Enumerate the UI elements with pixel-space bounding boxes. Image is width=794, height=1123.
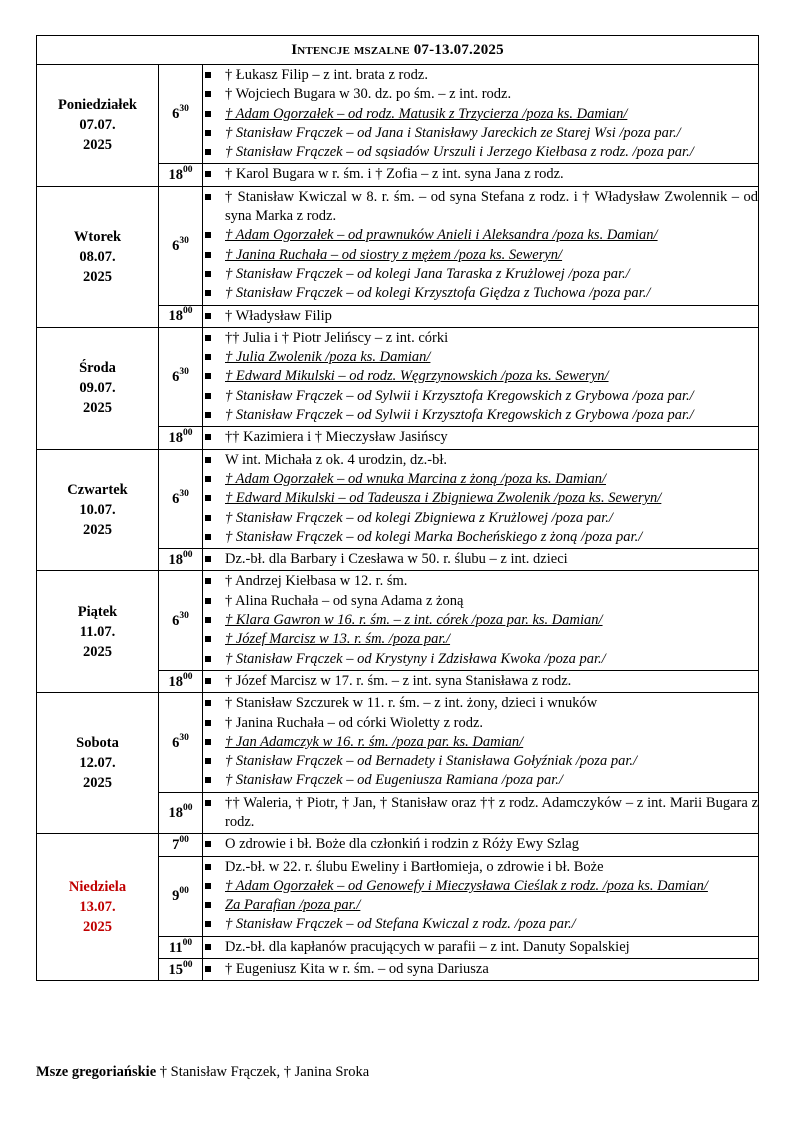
intentions-cell	[203, 959, 759, 981]
intention-item: † Stanisław Frączek – od Stefana Kwiczal z rodz. /poza par./	[203, 915, 758, 934]
day-slot-row	[37, 449, 759, 548]
page-title	[37, 36, 759, 65]
intentions-cell	[203, 186, 759, 305]
intentions-list	[203, 937, 758, 958]
intentions-cell	[203, 427, 759, 449]
mass-time	[159, 571, 203, 670]
intention-item: † Janina Ruchała – od siostry z mężem /poza ks. Seweryn/	[203, 246, 758, 265]
mass-minutes: 30	[179, 104, 189, 115]
intentions-list	[203, 427, 758, 448]
intention-item: †† Julia i † Piotr Jelińscy – z int. córki	[203, 329, 758, 348]
mass-hour: 6	[172, 612, 180, 629]
intentions-list	[203, 571, 758, 669]
day-date: 09.07.	[79, 380, 116, 397]
intentions-cell	[203, 65, 759, 164]
mass-hour: 18	[168, 551, 183, 568]
day-date: 13.07.	[79, 899, 116, 916]
intentions-cell	[203, 856, 759, 936]
intention-item: † Adam Ogorzałek – od rodz. Matusik z Trzycierza /poza ks. Damian/	[203, 105, 758, 124]
intentions-cell	[203, 449, 759, 548]
intention-item: † Adam Ogorzałek – od wnuka Marcina z żoną /poza ks. Damian/	[203, 470, 758, 489]
intention-item: W int. Michała z ok. 4 urodzin, dz.-bł.	[203, 451, 758, 470]
intention-item: † Stanisław Frączek – od kolegi Krzysztofa Giędza z Tuchowa /poza par./	[203, 284, 758, 303]
day-day: Poniedziałek	[58, 97, 137, 114]
mass-minutes: 00	[179, 835, 189, 846]
title-dates: 07-13.07.2025	[413, 41, 504, 58]
intentions-cell	[203, 834, 759, 856]
day-year: 2025	[83, 919, 112, 936]
intentions-list	[203, 857, 758, 936]
day-day: Środa	[79, 360, 116, 377]
day-year: 2025	[83, 775, 112, 792]
mass-hour: 7	[172, 836, 180, 853]
mass-time	[159, 834, 203, 856]
intention-item: † Adam Ogorzałek – od Genowefy i Mieczysława Cieślak z rodz. /poza ks. Damian/	[203, 877, 758, 896]
day-year: 2025	[83, 137, 112, 154]
mass-time	[159, 164, 203, 186]
mass-hour: 18	[168, 673, 183, 690]
mass-minutes: 00	[183, 549, 193, 560]
title-caps: Intencje mszalne	[291, 41, 410, 58]
intention-item: † Eugeniusz Kita w r. śm. – od syna Dariusza	[203, 960, 758, 979]
day-cell	[37, 834, 159, 981]
day-day: Wtorek	[73, 228, 122, 245]
intention-item: † Władysław Filip	[203, 307, 758, 326]
intentions-list	[203, 187, 758, 305]
intention-item: † Stanisław Frączek – od Sylwii i Krzysztofa Kregowskich z Grybowa /poza par./	[203, 387, 758, 406]
day-cell	[37, 449, 159, 571]
intention-item: † Stanisław Frączek – od Jana i Stanisławy Jareckich ze Starej Wsi /poza par./	[203, 124, 758, 143]
intention-item: † Adam Ogorzałek – od prawnuków Anieli i Aleksandra /poza ks. Damian/	[203, 226, 758, 245]
day-cell	[37, 65, 159, 187]
mass-minutes: 00	[183, 306, 193, 317]
intentions-list	[203, 671, 758, 692]
intentions-list	[203, 549, 758, 570]
intention-item: † Stanisław Frączek – od kolegi Jana Taraska z Krużlowej /poza par./	[203, 265, 758, 284]
intentions-list	[203, 793, 758, 834]
intentions-sheet	[36, 35, 758, 981]
intentions-cell	[203, 571, 759, 670]
intention-item: † Karol Bugara w r. śm. i † Zofia – z int. syna Jana z rodz.	[203, 165, 758, 184]
day-slot-row	[37, 834, 759, 856]
day-slot-row	[37, 571, 759, 670]
mass-time	[159, 549, 203, 571]
intention-item: † Stanisław Frączek – od sąsiadów Urszuli i Jerzego Kiełbasa z rodz. /poza par./	[203, 143, 758, 162]
mass-minutes: 00	[179, 886, 189, 897]
intentions-cell	[203, 936, 759, 958]
mass-hour: 6	[172, 734, 180, 751]
day-year: 2025	[83, 268, 112, 285]
mass-time	[159, 427, 203, 449]
mass-time	[159, 670, 203, 692]
mass-time	[159, 936, 203, 958]
mass-hour: 6	[172, 237, 180, 254]
intention-item: † Józef Marcisz w 13. r. śm. /poza par./	[203, 630, 758, 649]
day-year: 2025	[83, 400, 112, 417]
mass-time	[159, 186, 203, 305]
intention-item: † Stanisław Szczurek w 11. r. śm. – z int. żony, dzieci i wnuków	[203, 694, 758, 713]
day-cell	[37, 327, 159, 449]
day-cell	[37, 571, 159, 693]
intention-item: Dz.-bł. dla kapłanów pracujących w parafii – z int. Danuty Sopalskiej	[203, 938, 758, 957]
intention-item: † Janina Ruchała – od córki Wioletty z rodz.	[203, 714, 758, 733]
intention-item: †† Waleria, † Piotr, † Jan, † Stanisław oraz †† z rodz. Adamczyków – z int. Marii Bugara z rodz.	[203, 794, 758, 833]
mass-minutes: 30	[179, 488, 189, 499]
intentions-list	[203, 164, 758, 185]
mass-minutes: 00	[183, 959, 193, 970]
mass-time	[159, 959, 203, 981]
day-year: 2025	[83, 643, 112, 660]
intention-item: † Łukasz Filip – z int. brata z rodz.	[203, 66, 758, 85]
intention-item: † Edward Mikulski – od rodz. Węgrzynowskich /poza ks. Seweryn/	[203, 367, 758, 386]
intentions-cell	[203, 327, 759, 426]
mass-time	[159, 693, 203, 792]
mass-minutes: 00	[183, 165, 193, 176]
day-date: 08.07.	[79, 248, 116, 265]
intention-item: Dz.-bł. dla Barbary i Czesława w 50. r. ślubu – z int. dzieci	[203, 550, 758, 569]
mass-hour: 6	[172, 490, 180, 507]
intention-item: † Julia Zwolenik /poza ks. Damian/	[203, 348, 758, 367]
intention-item: † Stanisław Frączek – od Sylwii i Krzysztofa Kregowskich z Grybowa /poza par./	[203, 406, 758, 425]
day-day: Czwartek	[67, 482, 128, 499]
intention-item: † Jan Adamczyk w 16. r. śm. /poza par. ks. Damian/	[203, 733, 758, 752]
mass-minutes: 30	[179, 235, 189, 246]
intention-item: †† Kazimiera i † Mieczysław Jasińscy	[203, 428, 758, 447]
intention-item: † Andrzej Kiełbasa w 12. r. śm.	[203, 572, 758, 591]
mass-hour: 9	[172, 888, 180, 905]
mass-minutes: 30	[179, 367, 189, 378]
intention-item: † Alina Ruchała – od syna Adama z żoną	[203, 592, 758, 611]
day-year: 2025	[83, 522, 112, 539]
intentions-list	[203, 328, 758, 426]
intention-item: Za Parafian /poza par./	[203, 896, 758, 915]
mass-time	[159, 305, 203, 327]
mass-minutes: 00	[183, 428, 193, 439]
day-date: 10.07.	[79, 502, 116, 519]
gregorian-label: Msze gregoriańskie	[36, 1064, 157, 1080]
day-slot-row	[37, 327, 759, 426]
intentions-cell	[203, 305, 759, 327]
day-slot-row	[37, 65, 759, 164]
mass-hour: 18	[168, 167, 183, 184]
mass-time	[159, 792, 203, 834]
intention-item: † Stanisław Frączek – od kolegi Marka Bocheńskiego z żoną /poza par./	[203, 528, 758, 547]
intention-item: † Stanisław Frączek – od kolegi Zbigniewa z Krużlowej /poza par./	[203, 509, 758, 528]
day-cell	[37, 693, 159, 834]
intention-item: † Stanisław Frączek – od Eugeniusza Ramiana /poza par./	[203, 771, 758, 790]
day-date: 12.07.	[79, 755, 116, 772]
intentions-list	[203, 450, 758, 548]
day-cell	[37, 186, 159, 327]
day-date: 11.07.	[79, 623, 116, 640]
intention-item: † Stanisław Frączek – od Krystyny i Zdzisława Kwoka /poza par./	[203, 650, 758, 669]
day-day: Sobota	[76, 735, 119, 752]
gregorian-masses	[36, 1064, 369, 1081]
day-day: Piątek	[77, 603, 118, 620]
intentions-cell	[203, 670, 759, 692]
mass-time	[159, 65, 203, 164]
mass-hour: 15	[168, 961, 183, 978]
mass-hour: 6	[172, 369, 180, 386]
intentions-cell	[203, 164, 759, 186]
intentions-list	[203, 306, 758, 327]
mass-hour: 18	[168, 804, 183, 821]
mass-hour: 18	[168, 429, 183, 446]
mass-hour: 18	[168, 308, 183, 325]
intention-item: Dz.-bł. w 22. r. ślubu Eweliny i Bartłomieja, o zdrowie i bł. Boże	[203, 858, 758, 877]
mass-minutes: 00	[182, 937, 193, 948]
intentions-list	[203, 693, 758, 791]
intentions-list	[203, 834, 758, 855]
intentions-cell	[203, 693, 759, 792]
mass-minutes: 30	[179, 732, 189, 743]
intentions-table	[36, 35, 759, 981]
intention-item: † Wojciech Bugara w 30. dz. po śm. – z int. rodz.	[203, 85, 758, 104]
mass-hour: 6	[172, 106, 180, 123]
intention-item: † Stanisław Frączek – od Bernadety i Stanisława Gołyźniak /poza par./	[203, 752, 758, 771]
mass-time	[159, 327, 203, 426]
day-slot-row	[37, 693, 759, 792]
intention-item: O zdrowie i bł. Boże dla członkiń i rodzin z Róży Ewy Szlag	[203, 835, 758, 854]
intention-item: † Józef Marcisz w 17. r. śm. – z int. syna Stanisława z rodz.	[203, 672, 758, 691]
intention-item: † Edward Mikulski – od Tadeusza i Zbigniewa Zwolenik /poza ks. Seweryn/	[203, 489, 758, 508]
mass-time	[159, 856, 203, 936]
mass-hour: 11	[168, 939, 183, 956]
day-slot-row	[37, 186, 759, 305]
day-day: Niedziela	[68, 879, 127, 896]
intention-item: † Klara Gawron w 16. r. śm. – z int. córek /poza par. ks. Damian/	[203, 611, 758, 630]
day-date: 07.07.	[79, 117, 116, 134]
intention-item: † Stanisław Kwiczal w 8. r. śm. – od syna Stefana z rodz. i † Władysław Zwolennik – od syna Marka z rodz.	[203, 188, 758, 227]
mass-minutes: 00	[183, 671, 193, 682]
title-row	[37, 36, 759, 65]
mass-minutes: 30	[179, 610, 189, 621]
gregorian-text: † Stanisław Frączek, † Janina Sroka	[159, 1064, 370, 1080]
intentions-cell	[203, 792, 759, 834]
mass-time	[159, 449, 203, 548]
intentions-list	[203, 959, 758, 980]
intentions-cell	[203, 549, 759, 571]
mass-minutes: 00	[183, 803, 193, 814]
intentions-list	[203, 65, 758, 163]
